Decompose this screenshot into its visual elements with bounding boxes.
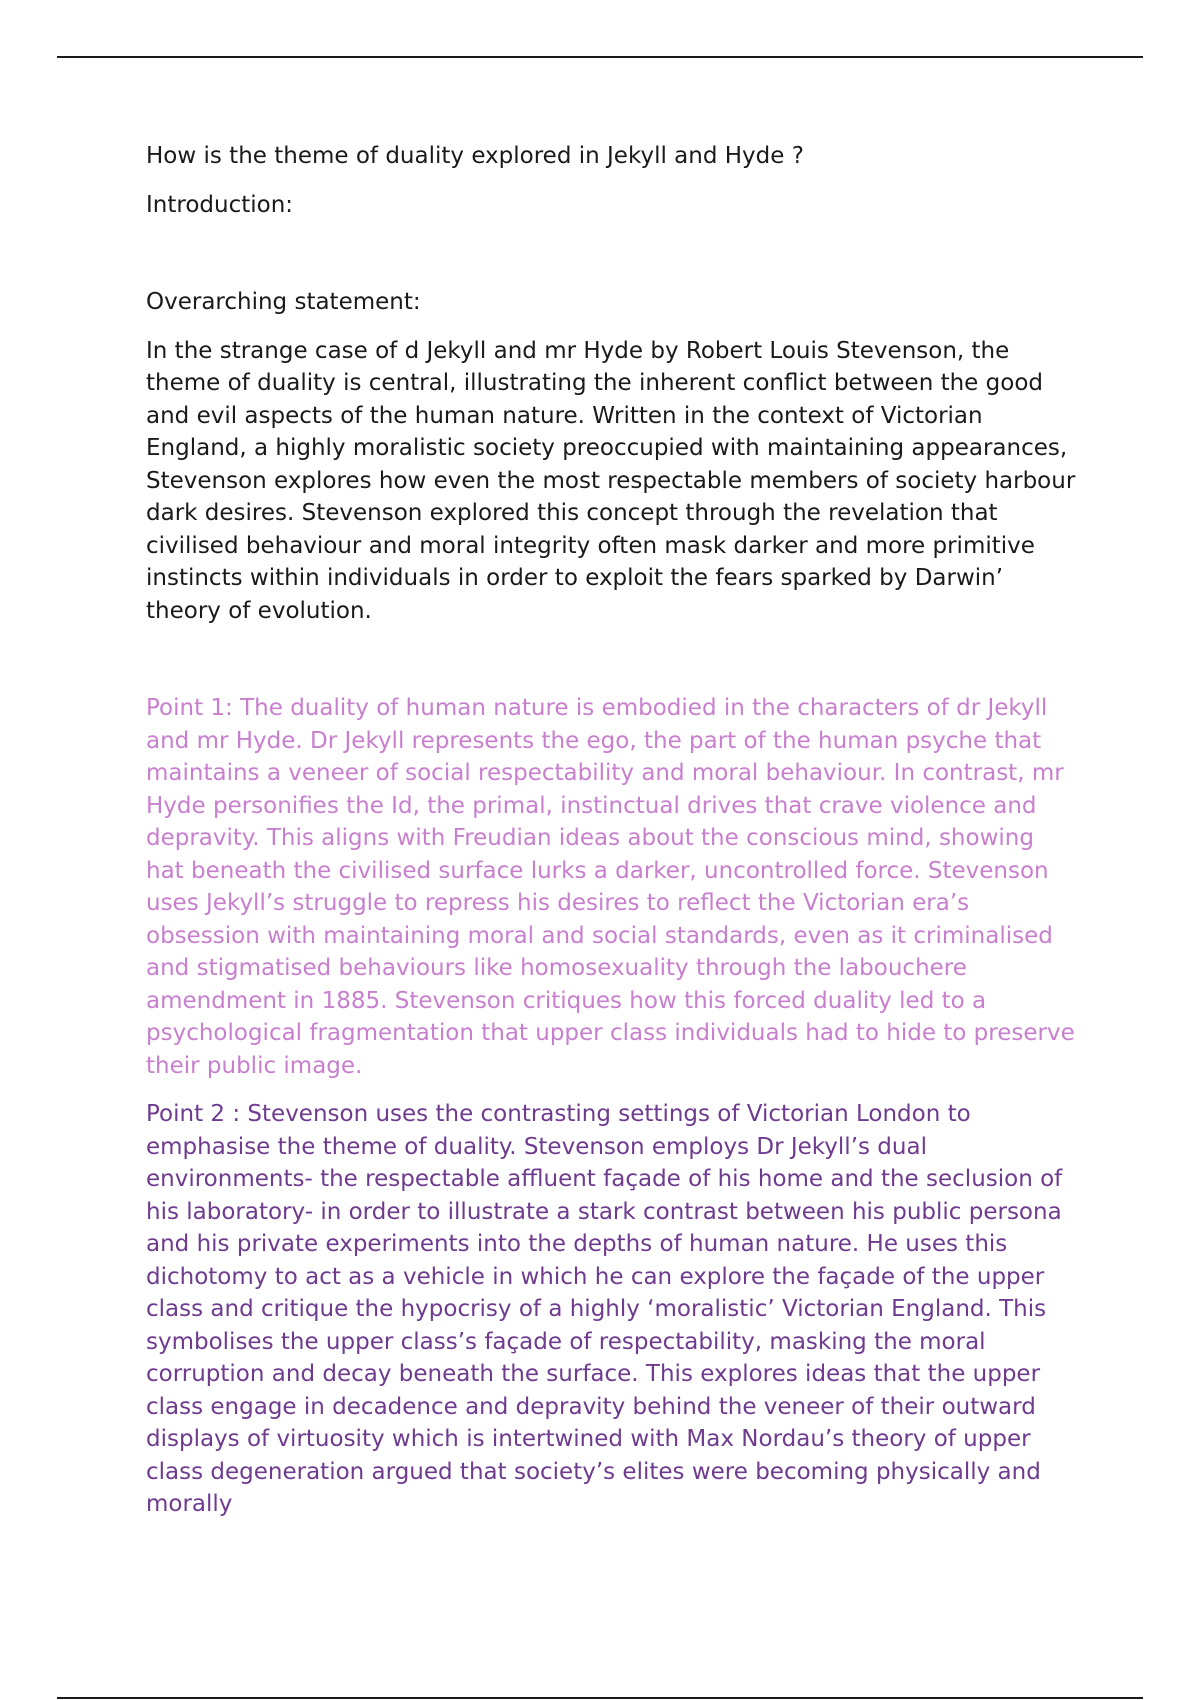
essay-title: How is the theme of duality explored in Jekyll and Hyde ? <box>146 143 804 169</box>
document-body <box>146 140 1076 1521</box>
point-2-paragraph: Point 2 : Stevenson uses the contrasting settings of Victorian London to emphasise the theme of duality. Stevenson employs Dr Jekyll’s dual environments- the respectable affluent façade of his home and the seclusion of his laboratory- in order to illustrate a stark contrast between his public persona and his private experiments into the depths of human nature. He uses this dichotomy to act as a vehicle in which he can explore the façade of the upper class and critique the hypocrisy of a highly ‘moralistic’ Victorian England. This symbolises the upper class’s façade of respectability, masking the moral corruption and decay beneath the surface. This explores ideas that the upper class engage in decadence and depravity behind the veneer of their outward displays of virtuosity which is intertwined with Max Nordau’s theory of upper class degeneration argued that society’s elites were becoming physically and morally <box>146 1101 1063 1517</box>
introduction-heading: Introduction: <box>146 191 294 218</box>
point-1-paragraph: Point 1: The duality of human nature is embodied in the characters of dr Jekyll and mr Hyde. Dr Jekyll represents the ego, the part of the human psyche that maintains a veneer of social respectability and moral behaviour. In contrast, mr Hyde personifies the Id, the primal, instinctual drives that crave violence and depravity. This aligns with Freudian ideas about the conscious mind, showing hat beneath the civilised surface lurks a darker, uncontrolled force. Stevenson uses Jekyll’s struggle to repress his desires to reflect the Victorian era’s obsession with maintaining moral and social standards, even as it criminalised and stigmatised behaviours like homosexuality through the labouchere amendment in 1885. Stevenson critiques how this forced duality led to a psychological fragmentation that upper class individuals had to hide to preserve their public image. <box>146 695 1075 1079</box>
overarching-statement-heading: Overarching statement: <box>146 289 421 315</box>
overarching-statement-paragraph: In the strange case of d Jekyll and mr Hyde by Robert Louis Stevenson, the theme of duality is central, illustrating the inherent conflict between the good and evil aspects of the human nature. Written in the context of Victorian England, a highly moralistic society preoccupied with maintaining appearances, Stevenson explores how even the most respectable members of society harbour dark desires. Stevenson explored this concept through the revelation that civilised behaviour and moral integrity often mask darker and more primitive instincts within individuals in order to exploit the fears sparked by Darwin’ theory of evolution. <box>146 337 1076 624</box>
top-rule <box>57 56 1143 58</box>
bottom-rule <box>57 1697 1143 1699</box>
